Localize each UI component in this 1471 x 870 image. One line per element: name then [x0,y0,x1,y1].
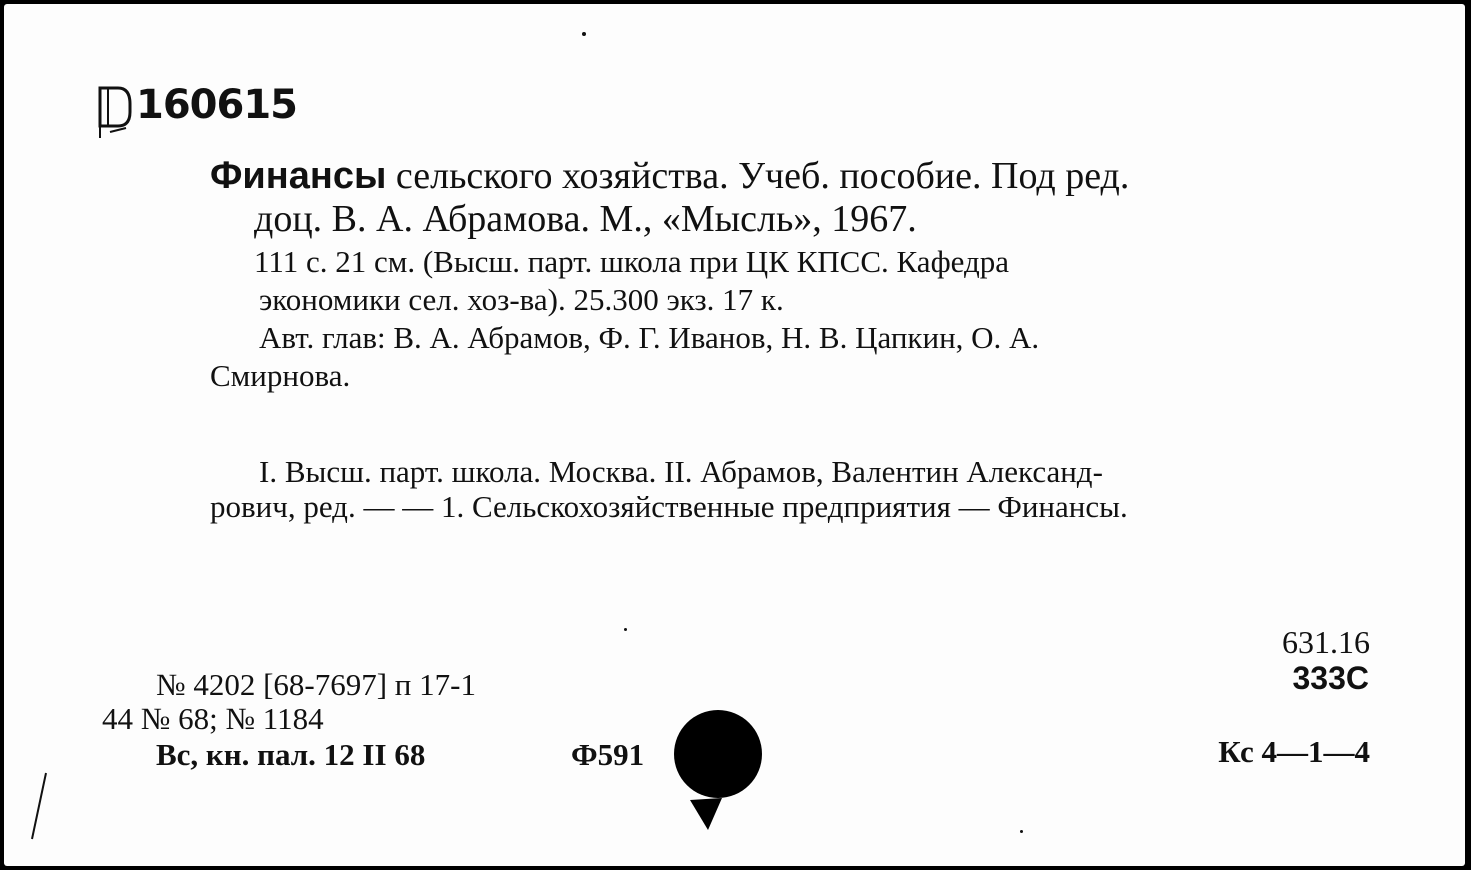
editor-publisher-line: доц. В. А. Абрамова. М., «Мысль», 1967. [254,198,917,240]
tracings-line-end: рович, ред. — — 1. Сельскохозяйственные предприятия — Финансы. [210,489,1128,524]
slash-mark-icon [22,769,52,849]
chamber-line: Вс, кн. пал. 12 II 68 [156,737,426,772]
record-number-line: № 4202 [68-7697] п 17-1 [156,667,476,702]
speck-mark [1020,830,1023,833]
catalog-card [4,4,1465,866]
stamp-number: 160615 [136,82,297,128]
tracings-line: I. Высш. парт. школа. Москва. II. Абрамов, Валентин Александ- [259,454,1103,489]
author-code: 333С [1292,660,1369,696]
inventory-stamp [96,82,297,144]
speck-mark [624,628,627,631]
authors-line-end: Смирнова. [210,358,351,393]
authors-line: Авт. глав: В. А. Абрамов, Ф. Г. Иванов, Н. В. Цапкин, О. А. [259,320,1040,355]
title-rest: сельского хозяйства. Учеб. пособие. Под ред. [386,155,1130,197]
d-stamp-icon [96,82,134,144]
record-reference-line: 44 № 68; № 1184 [102,701,324,736]
series-line: экономики сел. хоз-ва). 25.300 экз. 17 к. [259,282,784,317]
print-code: Ф591 [571,737,645,772]
collation-line: 111 с. 21 см. (Высш. парт. школа при ЦК КПСС. Кафедра [254,244,1010,279]
kc-code: Кс 4—1—4 [1218,734,1370,769]
classification-number: 631.16 [1282,624,1370,660]
title-bold: Финансы [210,155,387,197]
title-line [210,154,1129,198]
punch-hole-icon [672,708,772,838]
speck-mark [582,32,586,36]
